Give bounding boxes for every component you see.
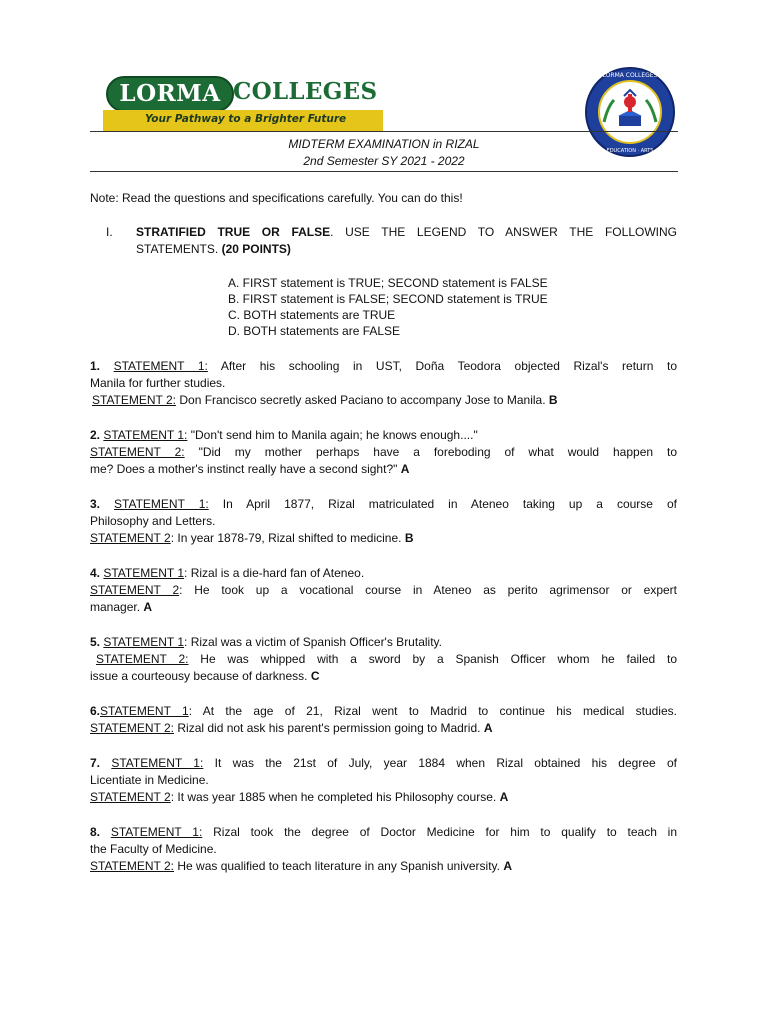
section-heading-line2: STATEMENTS. (20 POINTS) (136, 242, 291, 256)
question-1-statement-1-cont: Manila for further studies. (90, 376, 226, 390)
exam-title: MIDTERM EXAMINATION in RIZAL (288, 137, 480, 151)
question-7-statement-1-cont: Licentiate in Medicine. (90, 773, 209, 787)
question-6-statement-1: 6.STATEMENT 1: At the age of 21, Rizal went to Madrid to continue his medical studies. (90, 704, 677, 718)
question-2-statement-1: 2. STATEMENT 1: "Don't send him to Manila again; he knows enough...." (90, 428, 478, 442)
question-5-answer: C (310, 669, 320, 683)
question-2-answer: A (400, 462, 410, 476)
question-8-statement-1-cont: the Faculty of Medicine. (90, 842, 217, 856)
question-2-statement-2-cont: me? Does a mother's instinct really have a second sight?" A (90, 462, 410, 476)
exam-semester: 2nd Semester SY 2021 - 2022 (303, 154, 465, 168)
question-5-statement-1: 5. STATEMENT 1: Rizal was a victim of Spanish Officer's Brutality. (90, 635, 442, 649)
question-8-statement-1: 8. STATEMENT 1: Rizal took the degree of Doctor Medicine for him to qualify to teach in (90, 825, 678, 839)
question-2-statement-2: STATEMENT 2: "Did my mother perhaps have a foreboding of what would happen to (90, 445, 677, 459)
question-7-answer: A (499, 790, 509, 804)
exam-note: Note: Read the questions and specifications carefully. You can do this! (90, 191, 463, 205)
logo-tagline: Your Pathway to a Brighter Future (145, 113, 347, 125)
svg-text:EDUCATION · ARTS: EDUCATION · ARTS (606, 148, 654, 154)
legend-item: A. FIRST statement is TRUE; SECOND statement is FALSE (228, 276, 548, 290)
question-4-answer: A (143, 600, 153, 614)
logo-lorma-text: LORMA (106, 76, 234, 112)
question-4-statement-1: 4. STATEMENT 1: Rizal is a die-hard fan of Ateneo. (90, 566, 365, 580)
question-3-statement-1-cont: Philosophy and Letters. (90, 514, 216, 528)
section-heading: STRATIFIED TRUE OR FALSE. USE THE LEGEND TO ANSWER THE FOLLOWING (136, 225, 677, 239)
legend-item: D. BOTH statements are FALSE (228, 324, 401, 338)
legend-item: C. BOTH statements are TRUE (228, 308, 396, 322)
legend-item: B. FIRST statement is FALSE; SECOND statement is TRUE (228, 292, 548, 306)
question-3-statement-2: STATEMENT 2: In year 1878-79, Rizal shifted to medicine. B (90, 531, 414, 545)
svg-text:LORMA COLLEGES: LORMA COLLEGES (602, 72, 658, 79)
lorma-colleges-logo (103, 72, 383, 130)
question-1-statement-1: 1. STATEMENT 1: After his schooling in UST, Doña Teodora objected Rizal's return to (90, 359, 678, 373)
question-6-statement-2: STATEMENT 2: Rizal did not ask his parent's permission going to Madrid. A (90, 721, 493, 735)
logo-tagline-bar (103, 110, 383, 132)
section-numeral: I. (106, 225, 113, 239)
question-5-statement-2: STATEMENT 2: He was whipped with a sword by a Spanish Officer whom he failed to (96, 652, 677, 666)
question-7-statement-1: 7. STATEMENT 1: It was the 21st of July, year 1884 when Rizal obtained his degree of (90, 756, 677, 770)
question-3-statement-1: 3. STATEMENT 1: In April 1877, Rizal matriculated in Ateneo taking up a course of (90, 497, 677, 511)
header-bottom-rule (90, 171, 678, 172)
question-8-answer: A (503, 859, 512, 873)
question-4-statement-2-cont: manager. A (90, 600, 153, 614)
question-8-statement-2: STATEMENT 2: He was qualified to teach literature in any Spanish university. A (90, 859, 512, 873)
header-top-rule (90, 131, 678, 132)
question-6-answer: A (483, 721, 493, 735)
question-1-statement-2: STATEMENT 2: Don Francisco secretly asked Paciano to accompany Jose to Manila. B (92, 393, 558, 407)
question-5-statement-2-cont: issue a courteousy because of darkness. C (90, 669, 320, 683)
question-4-statement-2: STATEMENT 2: He took up a vocational course in Ateneo as perito agrimensor or expert (90, 583, 678, 597)
logo-colleges-text: COLLEGES (233, 78, 378, 105)
question-7-statement-2: STATEMENT 2: It was year 1885 when he completed his Philosophy course. A (90, 790, 509, 804)
question-1-answer: B (548, 393, 558, 407)
question-3-answer: B (404, 531, 414, 545)
